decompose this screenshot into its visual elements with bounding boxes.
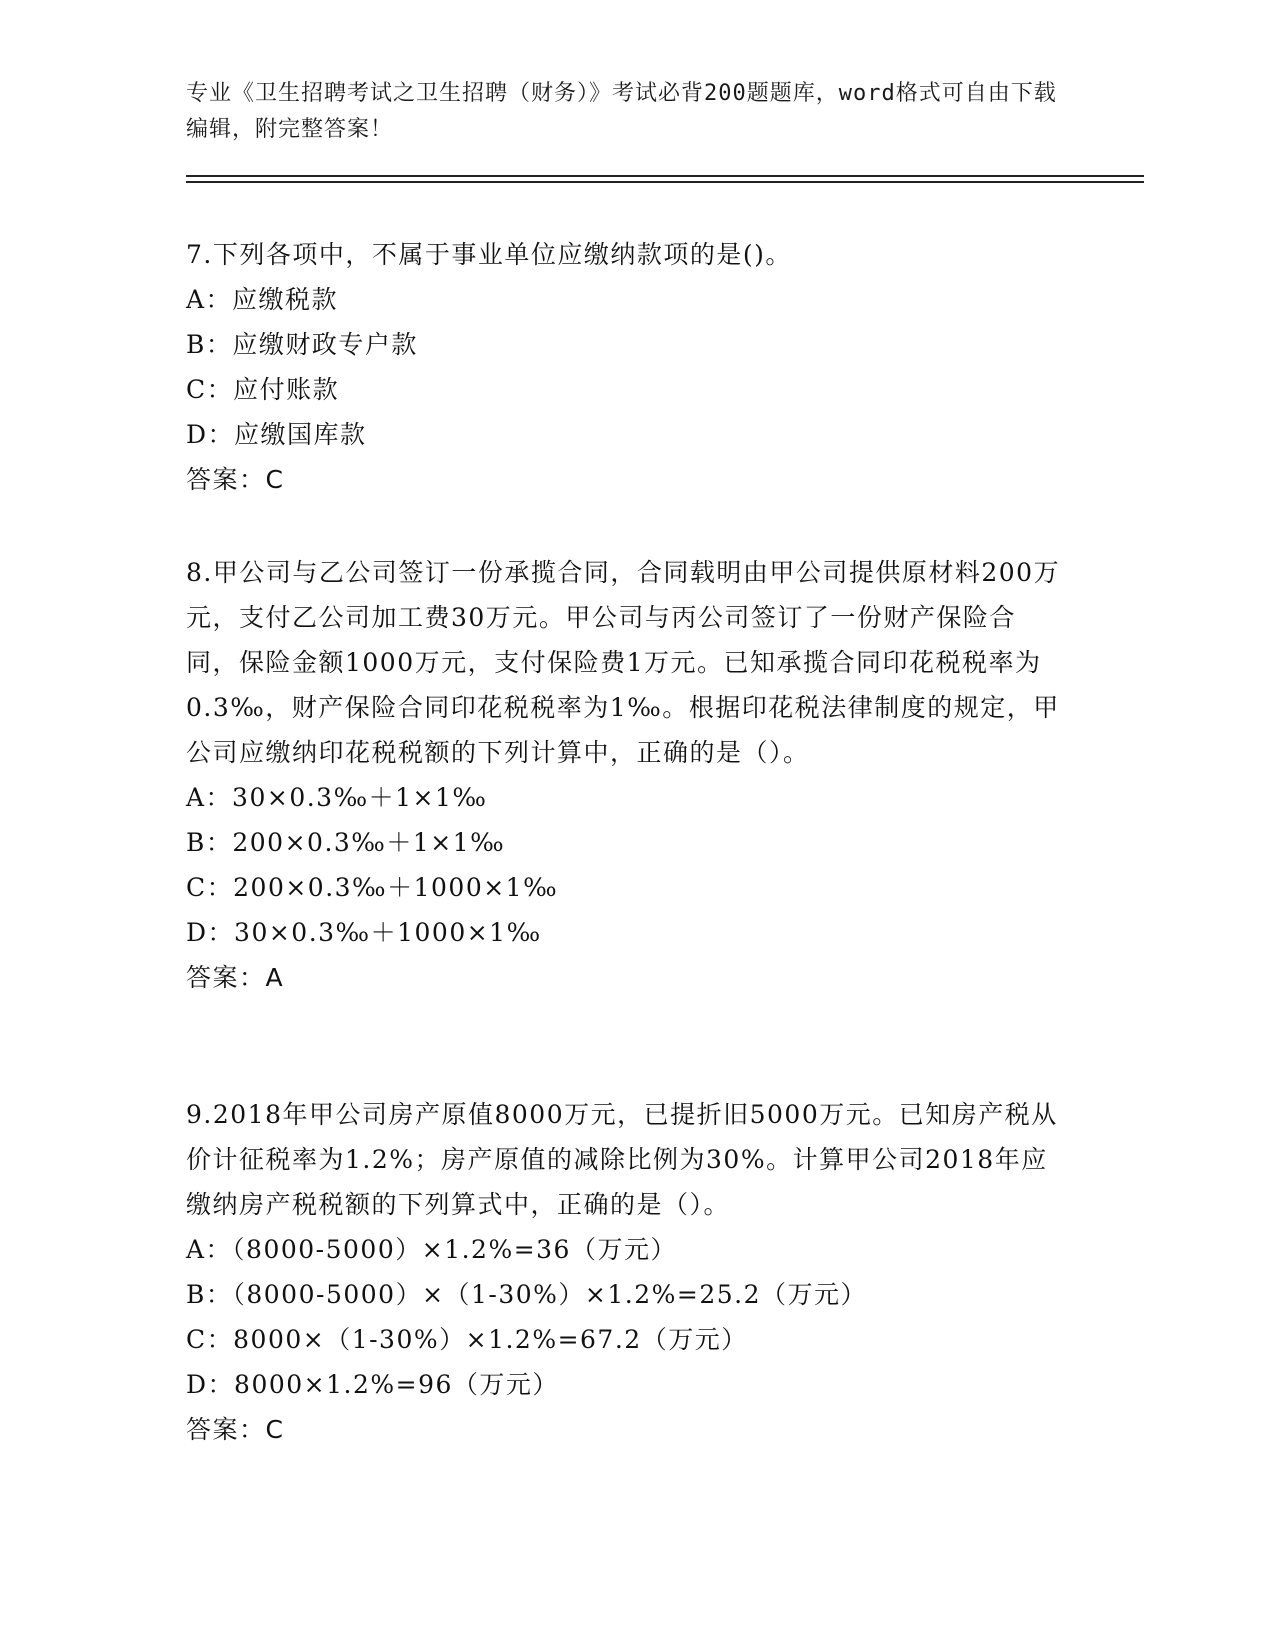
option-c: C：8000×（1-30%）×1.2%=67.2（万元） [186,1325,748,1354]
option-b: B：（8000-5000）×（1-30%）×1.2%=25.2（万元） [186,1280,868,1309]
question-stem: 7.下列各项中，不属于事业单位应缴纳款项的是()。 [186,240,792,269]
option-d: D：30×0.3‰＋1000×1‰ [186,918,542,947]
option-a: A：应缴税款 [186,285,339,314]
question-7 [186,232,1066,502]
option-b: B：200×0.3‰＋1×1‰ [186,828,506,857]
question-8 [186,550,1066,1000]
answer: 答案：C [186,465,285,494]
option-b: B：应缴财政专户款 [186,330,418,359]
option-a: A：（8000-5000）×1.2%=36（万元） [186,1235,677,1264]
option-c: C：200×0.3‰＋1000×1‰ [186,873,559,902]
document-header: 专业《卫生招聘考试之卫生招聘（财务）》考试必背200题题库，word格式可自由下载编辑，附完整答案！ [186,81,1057,142]
header-divider-top [186,175,1144,177]
option-c: C：应付账款 [186,375,340,404]
question-9 [186,1092,1066,1452]
option-a: A：30×0.3‰＋1×1‰ [186,783,488,812]
header-divider-bottom [186,181,1144,183]
option-d: D：应缴国库款 [186,420,367,449]
answer: 答案：A [186,963,285,992]
option-d: D：8000×1.2%=96（万元） [186,1370,559,1399]
question-stem: 9.2018年甲公司房产原值8000万元，已提折旧5000万元。已知房产税从价计征税率为1.2%；房产原值的减除比例为30%。计算甲公司2018年应缴纳房产税税额的下列算式中，正确的是（）。 [186,1100,1058,1219]
answer: 答案：C [186,1415,285,1444]
question-stem: 8.甲公司与乙公司签订一份承揽合同，合同载明由甲公司提供原材料200万元，支付乙公司加工费30万元。甲公司与丙公司签订了一份财产保险合同，保险金额1000万元，支付保险费1万元。已知承揽合同印花税税率为0.3‰，财产保险合同印花税税率为1‰。根据印花税法律制度的规定，甲公司应缴纳印花税税额的下列计算中，正确的是（）。 [186,558,1061,767]
